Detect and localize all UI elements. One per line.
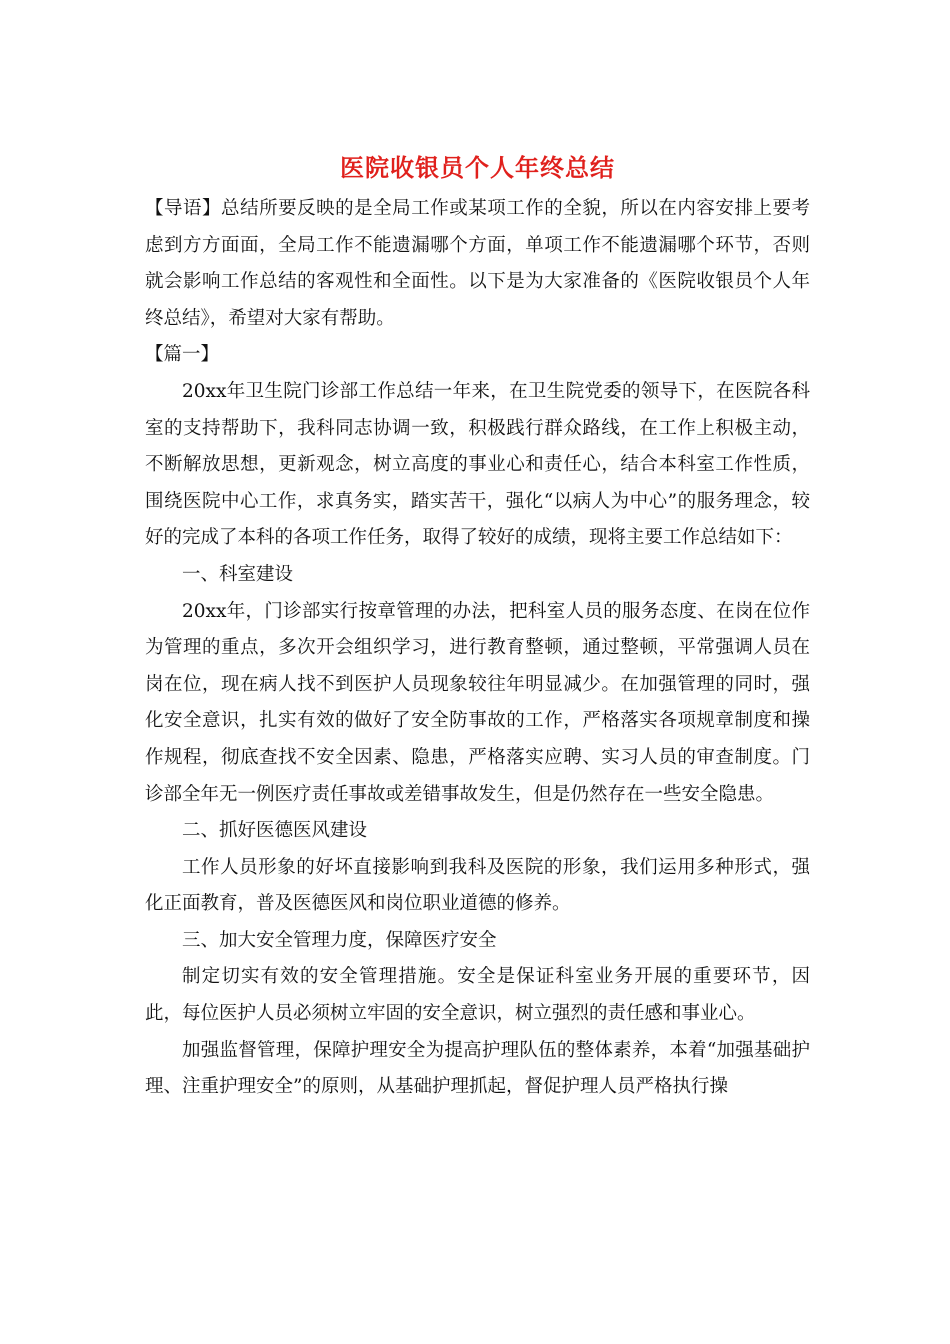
paragraph-5: 加强监督管理，保障护理安全为提高护理队伍的整体素养，本着“加强基础护理、注重护理安全”的原则，从基础护理抓起，督促护理人员严格执行操: [145, 1039, 810, 1098]
section-heading-1: 一、科室建设: [182, 563, 294, 585]
intro-paragraph: 【导语】总结所要反映的是全局工作或某项工作的全貌，所以在内容安排上要考虑到方方面面，全局工作不能遗漏哪个方面，单项工作不能遗漏哪个环节，否则就会影响工作总结的客观性和全面性。以下是为大家准备的《医院收银员个人年终总结》，希望对大家有帮助。: [145, 198, 810, 329]
paragraph-3: 工作人员形象的好坏直接影响到我科及医院的形象，我们运用多种形式，强化正面教育，普及医德医风和岗位职业道德的修养。: [145, 856, 810, 915]
document-body: [145, 191, 810, 1106]
section-heading-2: 二、抓好医德医风建设: [182, 820, 368, 842]
paragraph-2: 20xx年，门诊部实行按章管理的办法，把科室人员的服务态度、在岗在位作为管理的重点，多次开会组织学习，进行教育整顿，通过整顿，平常强调人员在岗在位，现在病人找不到医护人员现象较往年明显减少。在加强管理的同时，强化安全意识，扎实有效的做好了安全防事故的工作，严格落实各项规章制度和操作规程，彻底查找不安全因素、隐患，严格落实应聘、实习人员的审查制度。门诊部全年无一例医疗责任事故或差错事故发生，但是仍然存在一些安全隐患。: [145, 600, 810, 805]
paragraph-1: 20xx年卫生院门诊部工作总结一年来，在卫生院党委的领导下，在医院各科室的支持帮助下，我科同志协调一致，积极践行群众路线，在工作上积极主动，不断解放思想，更新观念，树立高度的事业心和责任心，结合本科室工作性质，围绕医院中心工作，求真务实，踏实苦干，强化“以病人为中心”的服务理念，较好的完成了本科的各项工作任务，取得了较好的成绩，现将主要工作总结如下：: [145, 380, 810, 549]
part-label: 【篇一】: [145, 344, 220, 366]
paragraph-4: 制定切实有效的安全管理措施。安全是保证科室业务开展的重要环节，因此，每位医护人员必须树立牢固的安全意识，树立强烈的责任感和事业心。: [145, 966, 810, 1025]
section-heading-3: 三、加大安全管理力度，保障医疗安全: [182, 929, 497, 951]
document-title: 医院收银员个人年终总结: [340, 153, 615, 182]
